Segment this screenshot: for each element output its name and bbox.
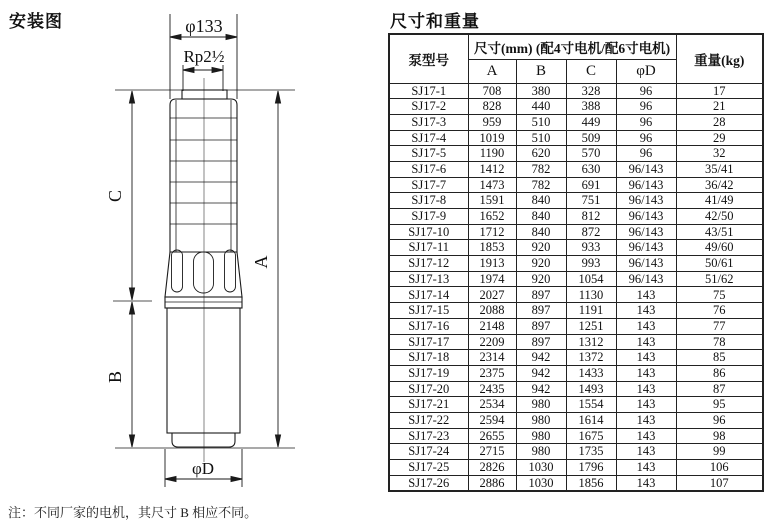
value-cell: 1030 [516,475,566,491]
value-cell: 2314 [468,350,516,366]
model-cell: SJ17-20 [389,381,468,397]
value-cell: 993 [566,256,616,272]
value-cell: 143 [616,475,676,491]
top-diameter-label: φ133 [185,16,223,36]
value-cell: 1433 [566,365,616,381]
value-cell: 2027 [468,287,516,303]
value-cell: 812 [566,209,616,225]
value-cell: 1493 [566,381,616,397]
col-header-model: 泵型号 [389,34,468,83]
value-cell: 328 [566,83,616,99]
value-cell: 1473 [468,177,516,193]
bottom-diameter-label: φD [191,459,215,478]
table-row [389,318,763,334]
value-cell: 21 [676,99,763,115]
value-cell: 143 [616,303,676,319]
value-cell: 35/41 [676,161,763,177]
col-header-size-group: 尺寸(mm) (配4寸电机/配6寸电机) [468,34,676,59]
value-cell: 1913 [468,256,516,272]
model-cell: SJ17-23 [389,428,468,444]
value-cell: 630 [566,161,616,177]
table-row [389,256,763,272]
value-cell: 143 [616,287,676,303]
value-cell: 1312 [566,334,616,350]
value-cell: 510 [516,114,566,130]
value-cell: 1591 [468,193,516,209]
value-cell: 897 [516,303,566,319]
value-cell: 980 [516,444,566,460]
value-cell: 897 [516,334,566,350]
table-row [389,334,763,350]
model-cell: SJ17-11 [389,240,468,256]
table-row [389,271,763,287]
value-cell: 143 [616,381,676,397]
value-cell: 98 [676,428,763,444]
value-cell: 1735 [566,444,616,460]
value-cell: 2534 [468,397,516,413]
value-cell: 75 [676,287,763,303]
col-header-b: B [516,59,566,83]
value-cell: 143 [616,412,676,428]
table-row [389,412,763,428]
value-cell: 2148 [468,318,516,334]
value-cell: 708 [468,83,516,99]
table-row [389,193,763,209]
model-cell: SJ17-14 [389,287,468,303]
model-cell: SJ17-8 [389,193,468,209]
value-cell: 2375 [468,365,516,381]
table-title: 尺寸和重量 [390,12,480,31]
value-cell: 509 [566,130,616,146]
value-cell: 96/143 [616,209,676,225]
value-cell: 1856 [566,475,616,491]
table-row [389,130,763,146]
value-cell: 942 [516,381,566,397]
value-cell: 388 [566,99,616,115]
value-cell: 1190 [468,146,516,162]
value-cell: 143 [616,397,676,413]
dimension-lines [113,14,281,487]
value-cell: 2594 [468,412,516,428]
table-row [389,381,763,397]
value-cell: 76 [676,303,763,319]
value-cell: 440 [516,99,566,115]
value-cell: 41/49 [676,193,763,209]
value-cell: 43/51 [676,224,763,240]
value-cell: 782 [516,161,566,177]
value-cell: 1614 [566,412,616,428]
value-cell: 2886 [468,475,516,491]
value-cell: 980 [516,412,566,428]
value-cell: 2715 [468,444,516,460]
model-cell: SJ17-2 [389,99,468,115]
value-cell: 78 [676,334,763,350]
col-header-weight: 重量(kg) [676,34,763,83]
value-cell: 2209 [468,334,516,350]
value-cell: 980 [516,397,566,413]
value-cell: 96 [676,412,763,428]
value-cell: 1554 [566,397,616,413]
model-cell: SJ17-3 [389,114,468,130]
suction-slot-center [194,252,214,293]
value-cell: 840 [516,209,566,225]
value-cell: 96 [616,114,676,130]
value-cell: 85 [676,350,763,366]
value-cell: 143 [616,318,676,334]
value-cell: 96 [616,130,676,146]
table-row [389,161,763,177]
value-cell: 620 [516,146,566,162]
value-cell: 87 [676,381,763,397]
value-cell: 77 [676,318,763,334]
model-cell: SJ17-15 [389,303,468,319]
value-cell: 36/42 [676,177,763,193]
value-cell: 2655 [468,428,516,444]
value-cell: 96 [616,99,676,115]
model-cell: SJ17-25 [389,460,468,476]
table-row [389,475,763,491]
value-cell: 897 [516,287,566,303]
model-cell: SJ17-18 [389,350,468,366]
value-cell: 1191 [566,303,616,319]
value-cell: 49/60 [676,240,763,256]
value-cell: 1853 [468,240,516,256]
value-cell: 1251 [566,318,616,334]
value-cell: 143 [616,334,676,350]
model-cell: SJ17-13 [389,271,468,287]
value-cell: 99 [676,444,763,460]
value-cell: 86 [676,365,763,381]
cable-guard-slot-left [172,250,183,292]
table-row [389,460,763,476]
value-cell: 42/50 [676,209,763,225]
value-cell: 920 [516,271,566,287]
model-cell: SJ17-21 [389,397,468,413]
value-cell: 143 [616,428,676,444]
value-cell: 570 [566,146,616,162]
dimensions-weight-table [388,33,764,492]
value-cell: 510 [516,130,566,146]
model-cell: SJ17-19 [389,365,468,381]
value-cell: 2088 [468,303,516,319]
value-cell: 143 [616,444,676,460]
value-cell: 828 [468,99,516,115]
model-cell: SJ17-6 [389,161,468,177]
value-cell: 107 [676,475,763,491]
cable-guard-slot-right [225,250,236,292]
value-cell: 96/143 [616,177,676,193]
value-cell: 380 [516,83,566,99]
value-cell: 96 [616,146,676,162]
table-row [389,350,763,366]
value-cell: 106 [676,460,763,476]
model-cell: SJ17-16 [389,318,468,334]
table-row [389,146,763,162]
table-body [389,83,763,491]
dim-c-label: C [105,189,125,203]
col-header-c: C [566,59,616,83]
value-cell: 980 [516,428,566,444]
model-cell: SJ17-9 [389,209,468,225]
value-cell: 96/143 [616,256,676,272]
model-cell: SJ17-12 [389,256,468,272]
thread-label: Rp2½ [183,47,225,66]
table-row [389,287,763,303]
value-cell: 1030 [516,460,566,476]
table-row [389,397,763,413]
value-cell: 96/143 [616,193,676,209]
value-cell: 50/61 [676,256,763,272]
value-cell: 920 [516,240,566,256]
value-cell: 2435 [468,381,516,397]
footnote: 注：不同厂家的电机，其尺寸 B 相应不同。 [8,505,258,520]
table-row [389,177,763,193]
value-cell: 143 [616,460,676,476]
col-header-a: A [468,59,516,83]
table-row [389,83,763,99]
value-cell: 95 [676,397,763,413]
value-cell: 1974 [468,271,516,287]
value-cell: 143 [616,365,676,381]
model-cell: SJ17-24 [389,444,468,460]
value-cell: 1054 [566,271,616,287]
value-cell: 96/143 [616,161,676,177]
value-cell: 933 [566,240,616,256]
value-cell: 959 [468,114,516,130]
value-cell: 691 [566,177,616,193]
value-cell: 751 [566,193,616,209]
value-cell: 1412 [468,161,516,177]
value-cell: 96 [616,83,676,99]
col-header-phid: φD [616,59,676,83]
table-row [389,303,763,319]
model-cell: SJ17-26 [389,475,468,491]
value-cell: 96/143 [616,240,676,256]
dim-a-label: A [251,255,271,269]
value-cell: 17 [676,83,763,99]
value-cell: 96/143 [616,271,676,287]
table-row [389,444,763,460]
model-cell: SJ17-7 [389,177,468,193]
value-cell: 32 [676,146,763,162]
value-cell: 942 [516,350,566,366]
table-row [389,365,763,381]
value-cell: 840 [516,224,566,240]
model-cell: SJ17-5 [389,146,468,162]
value-cell: 1796 [566,460,616,476]
table-row [389,240,763,256]
value-cell: 1372 [566,350,616,366]
model-cell: SJ17-22 [389,412,468,428]
value-cell: 143 [616,350,676,366]
value-cell: 920 [516,256,566,272]
table-row [389,99,763,115]
value-cell: 1019 [468,130,516,146]
value-cell: 782 [516,177,566,193]
value-cell: 2826 [468,460,516,476]
value-cell: 1675 [566,428,616,444]
value-cell: 1652 [468,209,516,225]
value-cell: 942 [516,365,566,381]
value-cell: 449 [566,114,616,130]
value-cell: 897 [516,318,566,334]
model-cell: SJ17-17 [389,334,468,350]
value-cell: 1712 [468,224,516,240]
value-cell: 872 [566,224,616,240]
value-cell: 96/143 [616,224,676,240]
table-row [389,114,763,130]
value-cell: 51/62 [676,271,763,287]
value-cell: 840 [516,193,566,209]
value-cell: 29 [676,130,763,146]
model-cell: SJ17-10 [389,224,468,240]
table-row [389,428,763,444]
diagram-title: 安装图 [9,12,63,31]
table-row [389,209,763,225]
dim-b-label: B [105,370,125,384]
value-cell: 1130 [566,287,616,303]
model-cell: SJ17-1 [389,83,468,99]
table-row [389,224,763,240]
value-cell: 28 [676,114,763,130]
model-cell: SJ17-4 [389,130,468,146]
